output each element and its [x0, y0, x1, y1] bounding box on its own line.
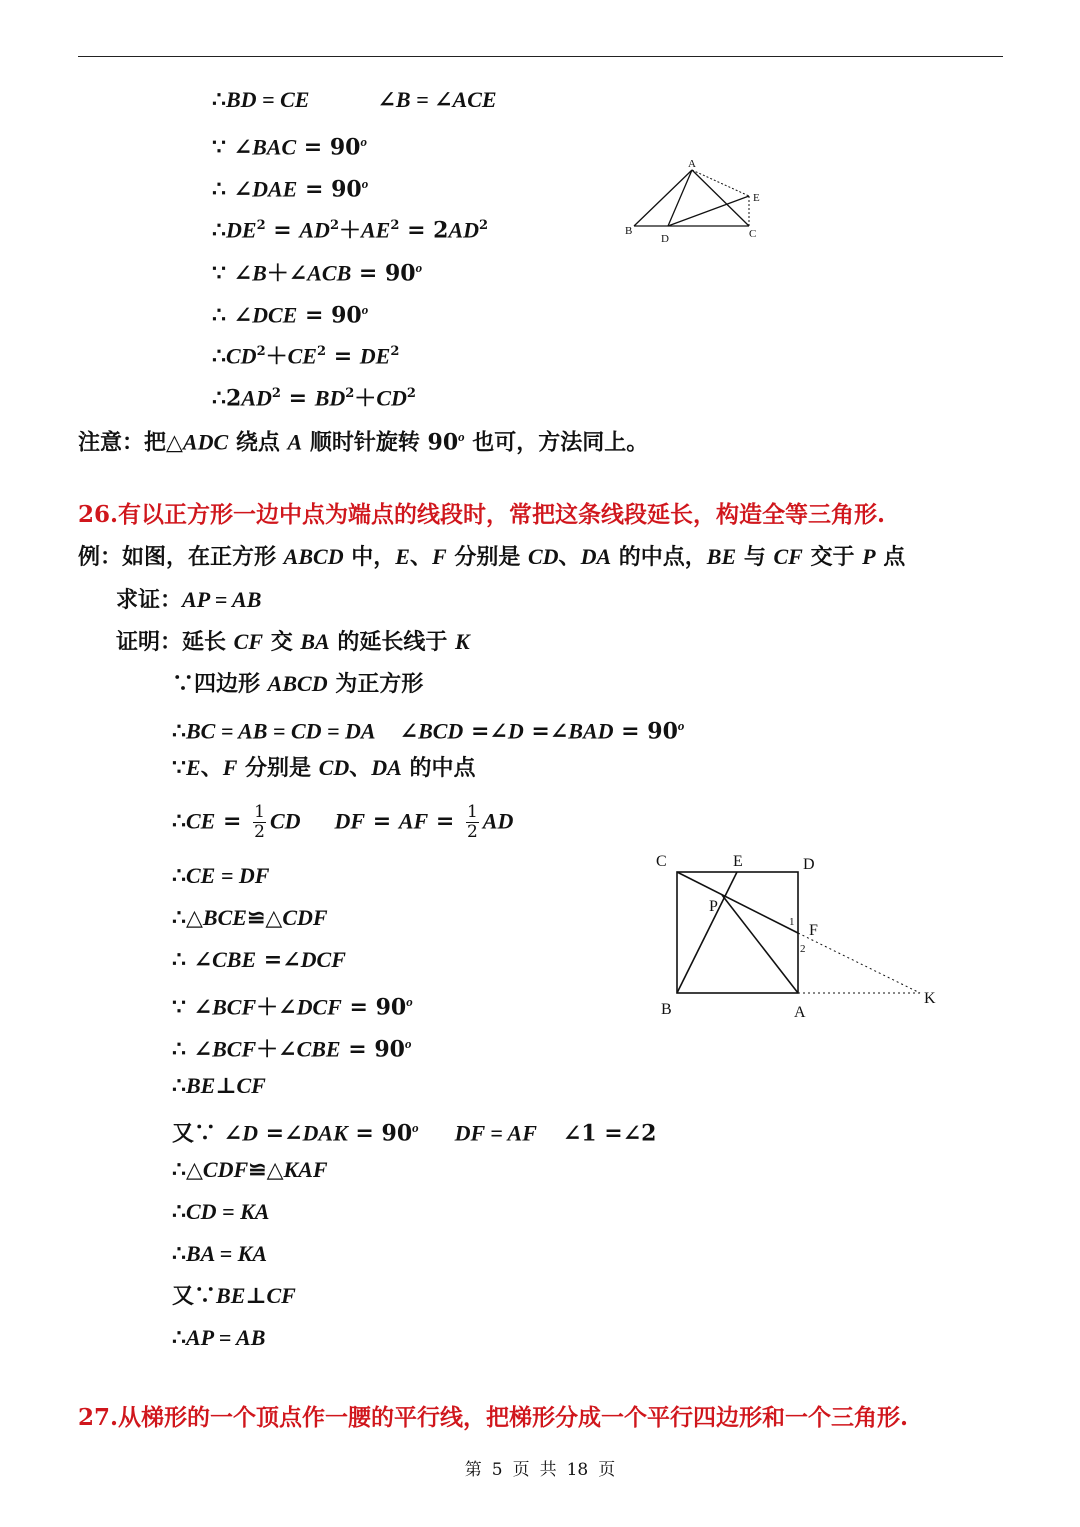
triangle-figure	[618, 155, 768, 250]
proof2-line-14: ∴BA = KA	[172, 1241, 268, 1267]
proof2-line-16: ∴AP = AB	[172, 1325, 266, 1351]
note-line: 注意：把△ADC 绕点 A 顺时针旋转 90$^o$ 也可，方法同上。	[78, 429, 649, 456]
label-K: K	[924, 990, 936, 1007]
proof1-line-2: ∵ ∠BAC = $90^o$	[212, 134, 367, 161]
angle-2-label: 2	[800, 943, 806, 955]
proof2-line-9: ∴ ∠BCF＋∠CBE = $90^o$	[172, 1036, 412, 1063]
proof1-line-3: ∴ ∠DAE = $90^o$	[212, 176, 369, 203]
label-D: D	[803, 856, 815, 873]
prove-line: 求证：AP = AB	[116, 587, 262, 613]
label-A: A	[688, 158, 696, 170]
label-D: D	[661, 233, 669, 245]
header-rule	[78, 56, 1003, 57]
proof-start-line: 证明：延长 CF 交 BA 的延长线于 K	[116, 629, 470, 655]
proof2-line-3: ∵E、F 分别是 CD、DA 的中点	[172, 755, 476, 781]
proof2-line-13: ∴CD = KA	[172, 1199, 270, 1225]
proof2-line-10: ∴BE⊥CF	[172, 1073, 266, 1099]
proof2-line-7: ∴ ∠CBE =∠DCF	[172, 947, 346, 973]
proof1-line-5: ∵ ∠B＋∠ACB = $90^o$	[212, 260, 423, 287]
label-B: B	[661, 1001, 672, 1018]
total-pages: 18	[566, 1460, 589, 1480]
proof1-line-8: $\therefore 2AD^2 = BD^2+CD^2$	[212, 385, 416, 412]
proof1-line-7: $\therefore CD^2+CE^2 = DE^2$	[212, 343, 400, 370]
proof2-line-4: ∴CE = $\frac{1}{2}$ CD DF = AF = $\frac{1}{2}$ AD	[172, 802, 514, 842]
fraction-half-2: $\frac{1}{2}$	[466, 802, 478, 842]
label-F: F	[809, 922, 818, 939]
proof2-line-12: ∴△CDF≌△KAF	[172, 1157, 328, 1183]
angle-1-label: 1	[789, 916, 795, 928]
page-number: 5	[491, 1460, 503, 1480]
label-C: C	[749, 228, 757, 240]
proof1-line-6: ∴ ∠DCE = $90^o$	[212, 302, 369, 329]
proof2-line-1: ∵四边形 ABCD 为正方形	[172, 671, 424, 697]
proof2-line-8: ∵ ∠BCF＋∠DCF = $90^o$	[172, 994, 413, 1021]
example-line: 例：如图，在正方形 ABCD 中，E、F 分别是 CD、DA 的中点，BE 与 CF 交于 P 点	[78, 544, 906, 570]
proof2-line-15: 又∵BE⊥CF	[172, 1283, 296, 1309]
label-E: E	[753, 192, 760, 204]
label-P: P	[709, 898, 718, 915]
fraction-half-1: $\frac{1}{2}$	[254, 802, 265, 842]
proof2-line-6: ∴△BCE≌△CDF	[172, 905, 328, 931]
proof1-line-1: ∴BD = CE ∠B = ∠ACE	[212, 87, 497, 113]
proof2-line-11: 又∵ ∠D =∠DAK = $90^o$ DF = AF ∠1 =∠2	[172, 1120, 657, 1147]
label-A: A	[794, 1004, 806, 1021]
heading-26: 26.有以正方形一边中点为端点的线段时，常把这条线段延长，构造全等三角形.	[78, 501, 886, 528]
page-footer: 第 5 页 共 18 页	[464, 1460, 616, 1480]
heading-27: 27.从梯形的一个顶点作一腰的平行线，把梯形分成一个平行四边形和一个三角形.	[78, 1404, 909, 1431]
proof2-line-5: ∴CE = DF	[172, 863, 270, 889]
label-B: B	[625, 225, 633, 237]
proof1-line-4: $\therefore DE^2 = AD^2+AE^2 = 2AD^2$	[212, 217, 489, 244]
label-C: C	[656, 853, 667, 870]
square-figure	[648, 845, 948, 1025]
label-E: E	[733, 853, 743, 870]
proof2-line-2: ∴BC = AB = CD = DA ∠BCD =∠D =∠BAD = $90^o$	[172, 718, 685, 745]
